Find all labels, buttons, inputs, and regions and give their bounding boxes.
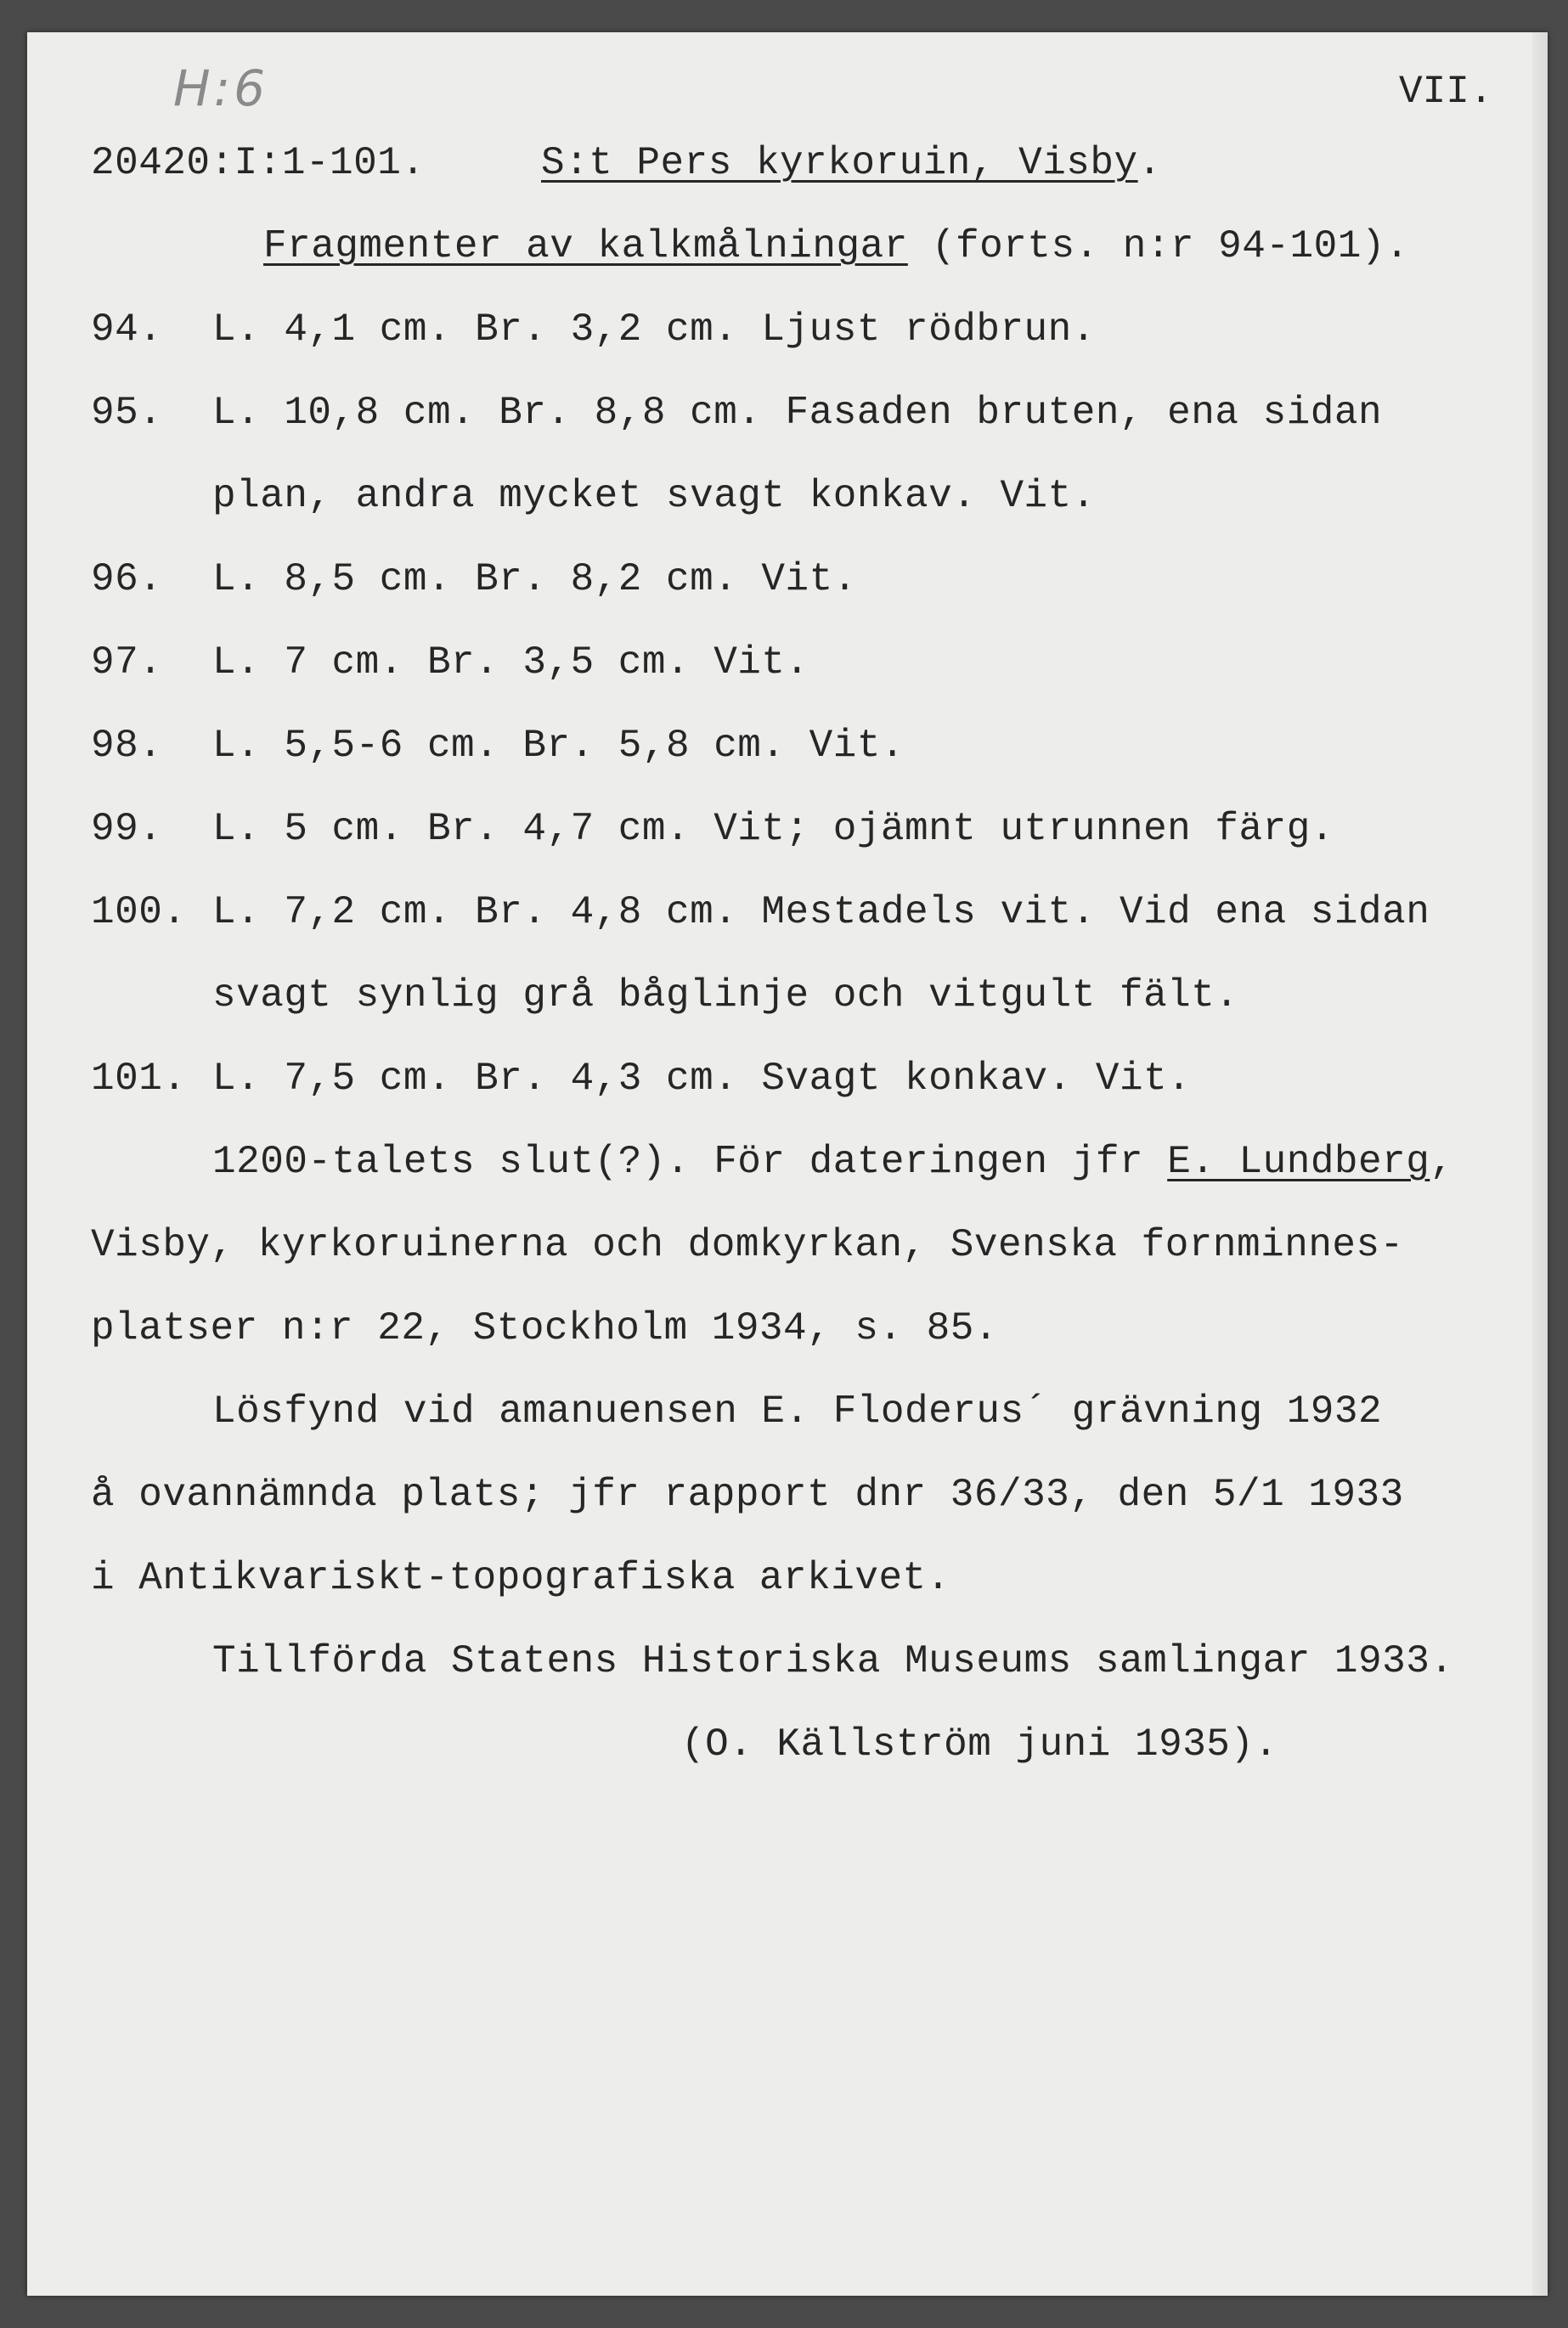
site-title-end: . [1137,141,1162,185]
dating-author: E. Lundberg [1167,1140,1430,1184]
dating-line-1 [212,1138,1453,1186]
site-title [541,139,1162,187]
entry-text: svagt synlig grå båglinje och vitgult fält. [212,973,1239,1017]
subtitle [263,223,1409,270]
dating-comma: , [1430,1140,1454,1184]
entry-number: 101. [91,1057,187,1101]
entry-number: 100. [91,890,187,934]
entry-text: L. 7 cm. Br. 3,5 cm. Vit. [212,640,809,685]
entry-number: 97. [91,640,163,685]
entry-number: 95. [91,391,163,435]
entry-text: L. 7,5 cm. Br. 4,3 cm. Svagt konkav. Vit. [212,1057,1192,1101]
entry-text: L. 8,5 cm. Br. 8,2 cm. Vit. [212,557,857,601]
entry-number: 94. [91,307,163,352]
entry-number: 99. [91,807,163,851]
entry-text: L. 5 cm. Br. 4,7 cm. Vit; ojämnt utrunnen färg. [212,807,1334,851]
entry-number: 96. [91,557,163,601]
catalog-number: 20420:I:1-101. [91,141,426,185]
subtitle-rest: (forts. n:r 94-101). [907,224,1410,268]
find-line-2: å ovannämnda plats; jfr rapport dnr 36/33, den 5/1 1933 [91,1473,1404,1517]
site-title-text: S:t Pers kyrkoruin, Visby [541,141,1138,185]
entry-text: L. 5,5-6 cm. Br. 5,8 cm. Vit. [212,724,905,768]
entry-text: L. 4,1 cm. Br. 3,2 cm. Ljust rödbrun. [212,307,1096,352]
handwritten-reference: H:6 [173,59,269,117]
dating-line-3: platser n:r 22, Stockholm 1934, s. 85. [91,1306,998,1350]
entry-text: plan, andra mycket svagt konkav. Vit. [212,474,1096,518]
dating-line-2: Visby, kyrkoruinerna och domkyrkan, Svenska fornminnes- [91,1223,1404,1267]
subtitle-underlined: Fragmenter av kalkmålningar [263,224,908,268]
signature-line: (O. Källström juni 1935). [681,1722,1278,1767]
find-line-3: i Antikvariskt-topografiska arkivet. [91,1556,950,1600]
dating-text: 1200-talets slut(?). För dateringen jfr [212,1140,1168,1184]
entry-text: L. 7,2 cm. Br. 4,8 cm. Mestadels vit. Vid ena sidan [212,890,1430,934]
accession-line: Tillförda Statens Historiska Museums samlingar 1933. [212,1639,1454,1683]
catalog-card [27,32,1548,2296]
entry-number: 98. [91,724,163,768]
page-number: VII. [1399,70,1493,114]
entry-text: L. 10,8 cm. Br. 8,8 cm. Fasaden bruten, ena sidan [212,391,1383,435]
find-line-1: Lösfynd vid amanuensen E. Floderus´ grävning 1932 [212,1389,1383,1434]
